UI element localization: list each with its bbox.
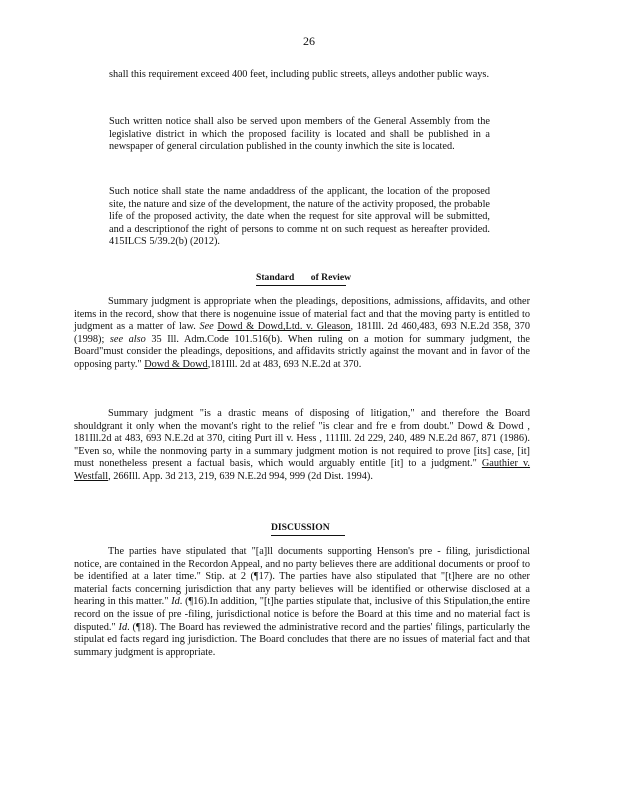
heading-standard-underline bbox=[256, 285, 346, 286]
quote-paragraph-1: shall this requirement exceed 400 feet, including public streets, alleys andother public ways. bbox=[109, 69, 490, 80]
page-number: 26 bbox=[303, 34, 315, 48]
summary-1-text-d: ,181Ill. 2d at 483, 693 N.E.2d at 370. bbox=[207, 358, 362, 370]
discussion-text-a: The parties have stipulated that "[a]ll documents supporting Henson's pre - filing, jurisdictional notice, are contained in the Recordon Appeal, and no party believes there are additional documents or proof to be identified at a later time." Stip. at 2 (¶17). The parties have also stipulated that "[t]here are no other material facts concerning jurisdiction that any party believes will be identified or otherwise disclosed at a hearing in this matter." bbox=[74, 546, 530, 608]
summary-1-text-c: 35 Ill. Adm.Code 101.516(b). When ruling on a motion for summary judgment, the Board"must consider the pleadings, depositions, and affidavits strictly against the movant and in favor of the opposing party." bbox=[74, 333, 531, 370]
discussion-text-b: . (¶16).In addition, "[t]he parties stipulate that, inclusive of this Stipulation,the entire record on the issue of pre -filing, jurisdictional notice is before the Board at this time and no material fact is disputed." bbox=[74, 596, 531, 633]
heading-of-review: of Review bbox=[310, 272, 352, 283]
discussion-id-2: Id bbox=[118, 621, 128, 633]
quote-paragraph-3: Such notice shall state the name andaddress of the applicant, the location of the proposed site, the nature and size of the development, the nature of the activity proposed, the probable life of the proposed activity, the date when the request for site approval will be submitted, and a descriptionof the right of persons to comme nt on such request as hereafter provided. 415ILCS 5/39.2(b) (2012). bbox=[109, 186, 490, 248]
quote-paragraph-2: Such written notice shall also be served upon members of the General Assembly from the legislative district in which the proposed facility is located and shall be published in a newspaper of general circulation published in the county inwhich the site is located. bbox=[109, 116, 490, 153]
paragraph-discussion bbox=[74, 546, 530, 659]
summary-1-see-also: see also bbox=[109, 333, 146, 345]
citation-gauthier-westfall: Gauthier v. Westfall bbox=[74, 458, 531, 482]
heading-standard-of-review bbox=[256, 272, 351, 283]
citation-dowd-short: Dowd & Dowd bbox=[144, 358, 208, 370]
heading-discussion: DISCUSSION bbox=[271, 522, 330, 533]
summary-2-text-a: Summary judgment "is a drastic means of disposing of litigation," and therefore the Board shouldgrant it only when the movant's right to the relief "is clear and fre e from doubt." Dowd & Dowd , 181Ill.2d at 483, 693 N.E.2d at 370, citing Purt ill v. Hess , 111Ill. 2d 229, 240, 489 N.E.2d 867, 871 (1986). "Even so, while the nonmoving party in a summary judgment motion is not required to prove [its] case, [it] must nonetheless present a factual basis, which would arguably entitle [it] to a judgment." bbox=[74, 408, 530, 470]
paragraph-summary-judgment-1 bbox=[74, 296, 530, 372]
paragraph-summary-judgment-2 bbox=[74, 408, 530, 484]
heading-discussion-underline bbox=[271, 535, 345, 536]
summary-1-see: See bbox=[199, 321, 214, 333]
summary-2-text-b: , 266Ill. App. 3d 213, 219, 639 N.E.2d 994, 999 (2d Dist. 1994). bbox=[108, 470, 373, 482]
summary-1-text-a: Summary judgment is appropriate when the pleadings, depositions, admissions, affidavits, and other items in the record, show that there is nogenuine issue of material fact and that the moving party is entitled to judgment as a matter of law. bbox=[74, 296, 530, 333]
discussion-text-c: . (¶18). The Board has reviewed the administrative record and the parties' filings, particularly the stipulat ed facts regard ing jurisdiction. The Board concludes that there are no issues of material fact and that summary judgment is appropriate. bbox=[74, 621, 530, 658]
discussion-id-1: Id bbox=[171, 596, 180, 608]
summary-1-text-b: , 181Ill. 2d 460,483, 693 N.E.2d 358, 370 (1998); bbox=[74, 321, 530, 345]
citation-dowd-gleason: Dowd & Dowd,Ltd. v. Gleason bbox=[217, 321, 351, 333]
heading-standard-word: Standard bbox=[256, 272, 295, 283]
